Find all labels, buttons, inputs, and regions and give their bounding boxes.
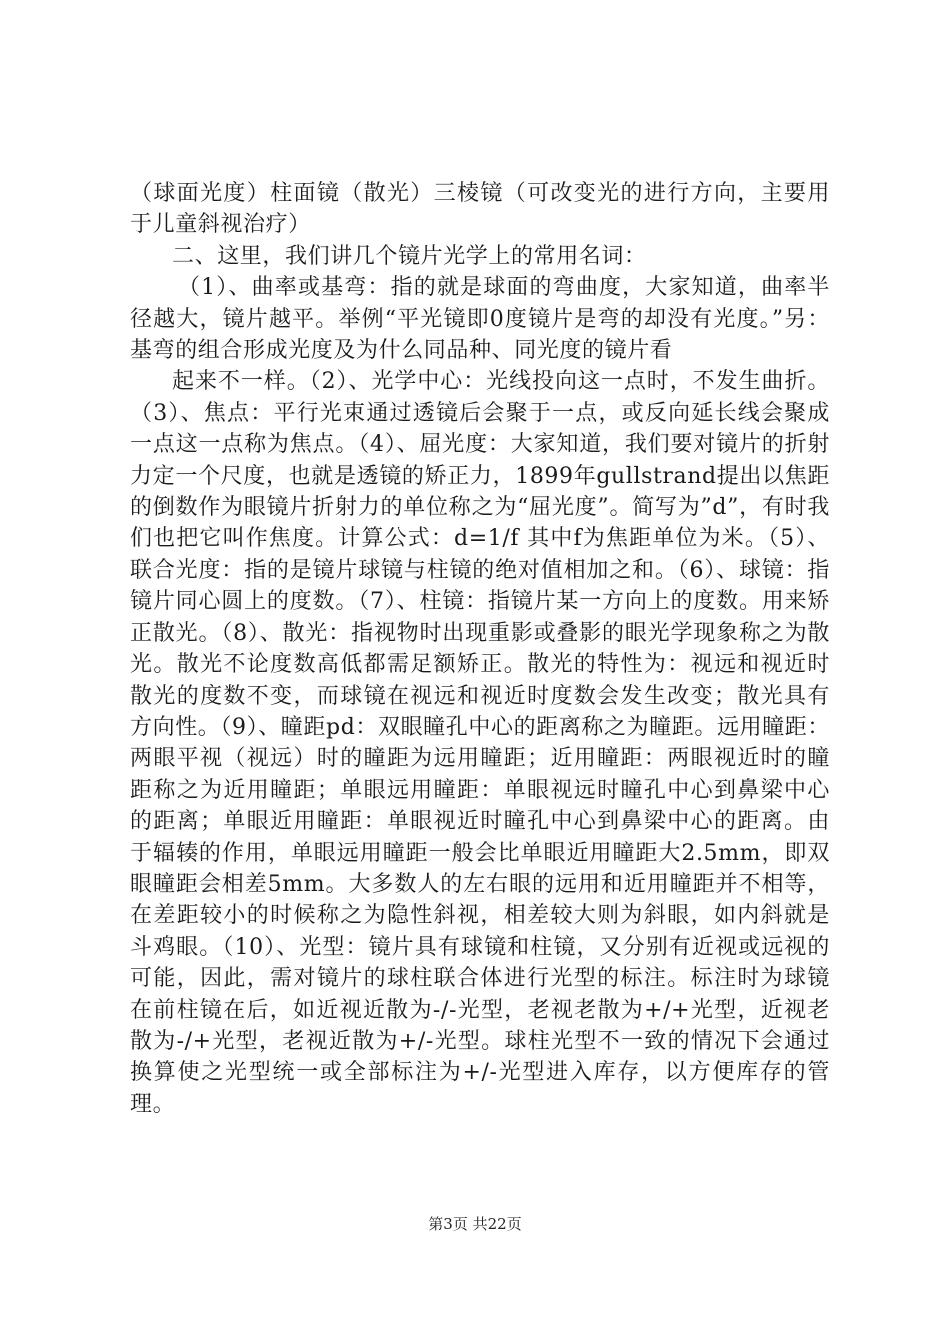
paragraph-terms: 起来不一样。（2）、光学中心：光线投向这一点时，不发生曲折。（3）、焦点：平行光束通过透镜后会聚于一点，或反向延长线会聚成一点这一点称为焦点。（4）、屈光度：大家知道，我们要对镜片的折射力定一个尺度，也就是透镜的矫正力，1899年gullstrand提出以焦距的倒数作为眼镜片折射力的单位称之为“屈光度”。简写为”d”，有时我们也把它叫作焦度。计算公式：d=1/f 其中f为焦距单位为米。（5）、联合光度：指的是镜片球镜与柱镜的绝对值相加之和。（6）、球镜：指镜片同心圆上的度数。（7）、柱镜：指镜片某一方向上的度数。用来矫正散光。（8）、散光：指视物时出现重影或叠影的眼光学现象称之为散光。散光不论度数高低都需足额矫正。散光的特性为：视远和视近时散光的度数不变，而球镜在视远和视近时度数会发生改变；散光具有方向性。（9）、瞳距pd：双眼瞳孔中心的距离称之为瞳距。远用瞳距：两眼平视（视远）时的瞳距为远用瞳距；近用瞳距：两眼视近时的瞳距称之为近用瞳距；单眼远用瞳距：单眼视远时瞳孔中心到鼻梁中心的距离；单眼近用瞳距：单眼视近时瞳孔中心到鼻梁中心的距离。由于辐辏的作用，单眼远用瞳距一般会比单眼近用瞳距大2.5mm，即双眼瞳距会相差5mm。大多数人的左右眼的远用和近用瞳距并不相等，在差距较小的时候称之为隐性斜视，相差较大则为斜眼，如内斜就是斗鸡眼。（10）、光型：镜片具有球镜和柱镜，又分别有近视或远视的可能，因此，需对镜片的球柱联合体进行光型的标注。标注时为球镜在前柱镜在后，如近视近散为-/-光型，老视老散为+/+光型，近视老散为-/+光型，老视近散为+/-光型。球柱光型不一致的情况下会通过换算使之光型统一或全部标注为+/-光型进入库存，以方便库存的管理。 xyxy=(130,369,830,1117)
paragraph-lens-types: （球面光度）柱面镜（散光）三棱镜（可改变光的进行方向，主要用于儿童斜视治疗） xyxy=(130,181,830,238)
paragraph-curvature: （1）、曲率或基弯：指的就是球面的弯曲度，大家知道，曲率半径越大，镜片越平。举例“平光镜即0度镜片是弯的却没有光度。”另：基弯的组合形成光度及为什么同品种、同光度的镜片看 xyxy=(130,275,830,364)
page-footer: 第3页 共22页 xyxy=(428,1215,522,1233)
paragraph-section-heading: 二、这里，我们讲几个镜片光学上的常用名词： xyxy=(172,243,647,269)
body-text xyxy=(130,178,830,1120)
